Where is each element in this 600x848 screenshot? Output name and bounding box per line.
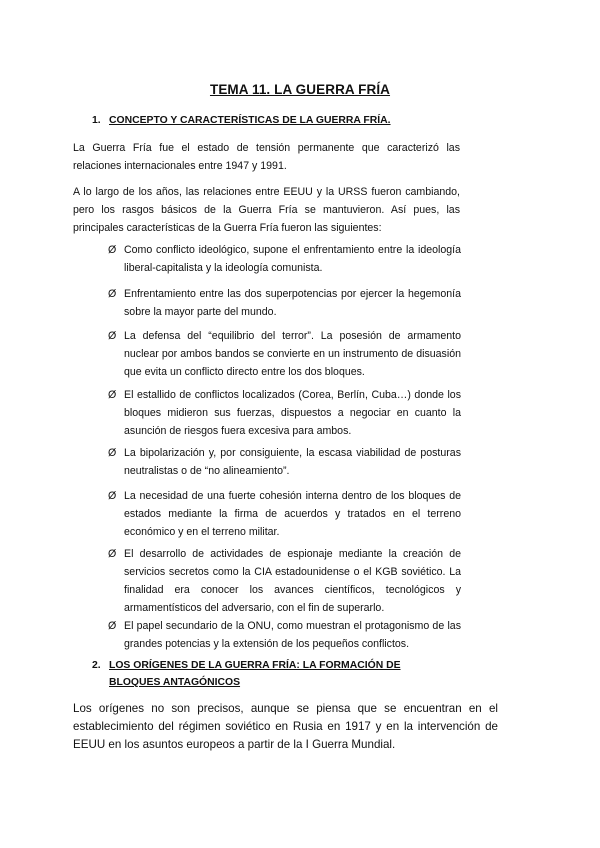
- section-2-heading-continued: [109, 674, 240, 691]
- list-item-text: El papel secundario de la ONU, como muestran el protagonismo de las grandes potencias y la extensión de los pequeños conflictos.: [124, 620, 461, 650]
- bullet-marker-icon: Ø: [108, 620, 117, 632]
- section-2-title-line-1: LOS ORÍGENES DE LA GUERRA FRÍA: LA FORMACIÓN DE: [109, 660, 401, 671]
- section-2-title-line-2: BLOQUES ANTAGÓNICOS: [109, 677, 241, 688]
- list-item: [108, 617, 461, 653]
- bullet-marker-icon: Ø: [108, 288, 117, 300]
- list-item: [108, 327, 461, 381]
- list-item-text: Como conflicto ideológico, supone el enfrentamiento entre la ideología liberal-capitalista y la ideología comunista.: [124, 244, 461, 274]
- list-item: [108, 545, 461, 617]
- paragraph-intro: La Guerra Fría fue el estado de tensión permanente que caracterizó las relaciones internacionales entre 1947 y 1991.: [73, 142, 460, 172]
- list-item: [108, 285, 461, 321]
- document-title: [0, 82, 600, 97]
- list-item-text: La necesidad de una fuerte cohesión interna dentro de los bloques de estados mediante la firma de acuerdos y tratados en el terreno económico y en el terreno militar.: [124, 490, 461, 538]
- section-1-title: CONCEPTO Y CARACTERÍSTICAS DE LA GUERRA FRÍA.: [109, 115, 391, 126]
- section-1-heading: [92, 112, 391, 129]
- paragraph-characteristics: A lo largo de los años, las relaciones entre EEUU y la URSS fueron cambiando, pero los rasgos básicos de la Guerra Fría se mantuvieron. Así pues, las principales características de la Guerra Fría fueron las siguientes:: [73, 186, 460, 234]
- list-item-text: La defensa del “equilibrio del terror”. La posesión de armamento nuclear por ambos bandos se convierte en un instrumento de disuasión que evita un conflicto directo entre los dos bloques.: [124, 330, 461, 378]
- document-title-text: TEMA 11. LA GUERRA FRÍA: [209, 82, 391, 97]
- list-item: [108, 487, 461, 541]
- bullet-marker-icon: Ø: [108, 490, 117, 502]
- paragraph-origins: Los orígenes no son precisos, aunque se piensa que se encuentran en el establecimiento del régimen soviético en Rusia en 1917 y en la intervención de EEUU en los asuntos europeos a partir de la I Guerra Mundial.: [73, 702, 498, 751]
- section-2-heading: [92, 657, 401, 674]
- list-item-text: La bipolarización y, por consiguiente, la escasa viabilidad de posturas neutralistas o de “no alineamiento”.: [124, 447, 461, 477]
- list-item: [108, 241, 461, 277]
- list-item: [108, 444, 461, 480]
- bullet-marker-icon: Ø: [108, 548, 117, 560]
- bullet-marker-icon: Ø: [108, 330, 117, 342]
- section-1-number: 1.: [92, 115, 101, 126]
- list-item-text: El desarrollo de actividades de espionaje mediante la creación de servicios secretos como la CIA estadounidense o el KGB soviético. La finalidad era conocer los avances científicos, tecnológicos y armamentísticos del adversario, con el fin de superarlo.: [124, 548, 461, 614]
- list-item-text: El estallido de conflictos localizados (Corea, Berlín, Cuba…) donde los bloques midieron sus fuerzas, dispuestos a negociar en cuanto la asunción de riesgos fuera excesiva para ambos.: [124, 389, 461, 437]
- list-item: [108, 386, 461, 440]
- bullet-marker-icon: Ø: [108, 389, 117, 401]
- list-item-text: Enfrentamiento entre las dos superpotencias por ejercer la hegemonía sobre la mayor parte del mundo.: [124, 288, 461, 318]
- bullet-marker-icon: Ø: [108, 244, 117, 256]
- section-2-number: 2.: [92, 660, 101, 671]
- bullet-marker-icon: Ø: [108, 447, 117, 459]
